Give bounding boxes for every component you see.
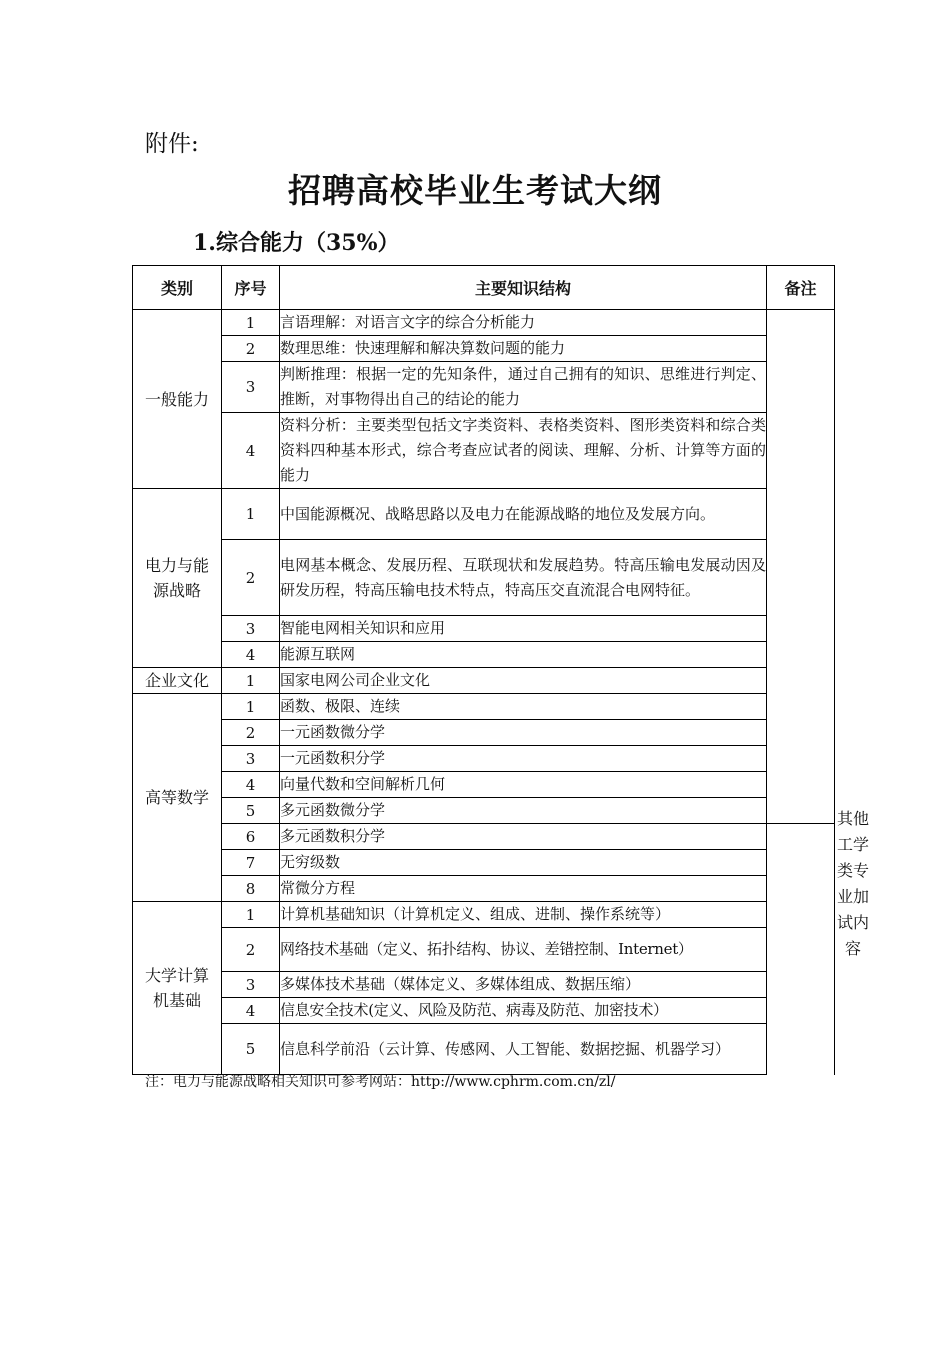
category-cell: 一般能力 bbox=[133, 310, 222, 489]
exam-outline-table bbox=[132, 265, 869, 1075]
row-number: 6 bbox=[222, 824, 280, 850]
header-category: 类别 bbox=[133, 266, 222, 310]
row-content: 常微分方程 bbox=[280, 876, 767, 902]
section-heading: 1.综合能力（35%） bbox=[193, 230, 400, 256]
table-row bbox=[133, 336, 835, 362]
remark-text: 其他工学类专业加试内容 bbox=[836, 809, 869, 958]
row-number: 1 bbox=[222, 489, 280, 540]
row-number: 3 bbox=[222, 972, 280, 998]
category-cell bbox=[133, 489, 222, 668]
table-row bbox=[133, 1024, 835, 1075]
row-content: 数理思维：快速理解和解决算数问题的能力 bbox=[280, 336, 767, 362]
row-content: 向量代数和空间解析几何 bbox=[280, 772, 767, 798]
table-row bbox=[133, 772, 835, 798]
row-content: 网络技术基础（定义、拓扑结构、协议、差错控制、Internet） bbox=[280, 928, 767, 972]
footnote: 注：电力与能源战略相关知识可参考网站：http://www.cphrm.com.cn/zl/ bbox=[145, 1074, 616, 1090]
row-number: 1 bbox=[222, 694, 280, 720]
row-number: 3 bbox=[222, 746, 280, 772]
table-row bbox=[133, 824, 835, 850]
row-number: 4 bbox=[222, 998, 280, 1024]
row-content: 多元函数微分学 bbox=[280, 798, 767, 824]
table-row bbox=[133, 928, 835, 972]
row-number: 5 bbox=[222, 798, 280, 824]
row-number: 2 bbox=[222, 928, 280, 972]
row-content: 言语理解：对语言文字的综合分析能力 bbox=[280, 310, 767, 336]
row-content: 智能电网相关知识和应用 bbox=[280, 616, 767, 642]
table-row bbox=[133, 310, 835, 336]
row-content: 能源互联网 bbox=[280, 642, 767, 668]
row-content: 多媒体技术基础（媒体定义、多媒体组成、数据压缩） bbox=[280, 972, 767, 998]
row-number: 5 bbox=[222, 1024, 280, 1075]
attachment-label: 附件: bbox=[145, 131, 199, 157]
row-content: 国家电网公司企业文化 bbox=[280, 668, 767, 694]
table-row bbox=[133, 694, 835, 720]
row-content: 资料分析：主要类型包括文字类资料、表格类资料、图形类资料和综合类资料四种基本形式，综合考查应试者的阅读、理解、分析、计算等方面的能力 bbox=[280, 413, 767, 489]
row-number: 3 bbox=[222, 362, 280, 413]
table-row bbox=[133, 850, 835, 876]
table-row bbox=[133, 720, 835, 746]
table-row bbox=[133, 972, 835, 998]
table-row bbox=[133, 616, 835, 642]
header-number: 序号 bbox=[222, 266, 280, 310]
row-number: 2 bbox=[222, 540, 280, 616]
table-row bbox=[133, 413, 835, 489]
table-row bbox=[133, 362, 835, 413]
row-content: 多元函数积分学 bbox=[280, 824, 767, 850]
table-row bbox=[133, 489, 835, 540]
category-label: 电力与能源战略 bbox=[144, 556, 209, 600]
row-content: 一元函数积分学 bbox=[280, 746, 767, 772]
row-content: 一元函数微分学 bbox=[280, 720, 767, 746]
row-content: 信息安全技术(定义、风险及防范、病毒及防范、加密技术） bbox=[280, 998, 767, 1024]
row-content: 中国能源概况、战略思路以及电力在能源战略的地位及发展方向。 bbox=[280, 489, 767, 540]
table-row bbox=[133, 998, 835, 1024]
row-number: 4 bbox=[222, 772, 280, 798]
row-content: 电网基本概念、发展历程、互联现状和发展趋势。特高压输电发展动因及研发历程，特高压输电技术特点，特高压交直流混合电网特征。 bbox=[280, 540, 767, 616]
table-row bbox=[133, 902, 835, 928]
row-number: 1 bbox=[222, 310, 280, 336]
row-number: 2 bbox=[222, 720, 280, 746]
header-remark: 备注 bbox=[767, 266, 835, 310]
row-number: 4 bbox=[222, 413, 280, 489]
table-row bbox=[133, 798, 835, 824]
table-row bbox=[133, 876, 835, 902]
header-knowledge: 主要知识结构 bbox=[280, 266, 767, 310]
row-number: 7 bbox=[222, 850, 280, 876]
remark-cell bbox=[767, 310, 835, 824]
row-number: 4 bbox=[222, 642, 280, 668]
category-label: 大学计算机基础 bbox=[144, 966, 209, 1010]
row-content: 函数、极限、连续 bbox=[280, 694, 767, 720]
page-title: 招聘高校毕业生考试大纲 bbox=[288, 171, 662, 210]
row-content: 信息科学前沿（云计算、传感网、人工智能、数据挖掘、机器学习） bbox=[280, 1024, 767, 1075]
table-row bbox=[133, 746, 835, 772]
category-cell: 高等数学 bbox=[133, 694, 222, 902]
table-row bbox=[133, 668, 835, 694]
row-content: 无穷级数 bbox=[280, 850, 767, 876]
category-cell: 企业文化 bbox=[133, 668, 222, 694]
row-content: 计算机基础知识（计算机定义、组成、进制、操作系统等） bbox=[280, 902, 767, 928]
category-cell bbox=[133, 902, 222, 1075]
row-number: 8 bbox=[222, 876, 280, 902]
row-number: 1 bbox=[222, 902, 280, 928]
table-row bbox=[133, 540, 835, 616]
row-number: 1 bbox=[222, 668, 280, 694]
row-number: 3 bbox=[222, 616, 280, 642]
row-content: 判断推理：根据一定的先知条件，通过自己拥有的知识、思维进行判定、推断，对事物得出自己的结论的能力 bbox=[280, 362, 767, 413]
row-number: 2 bbox=[222, 336, 280, 362]
table-header-row bbox=[133, 266, 835, 310]
table-row bbox=[133, 642, 835, 668]
